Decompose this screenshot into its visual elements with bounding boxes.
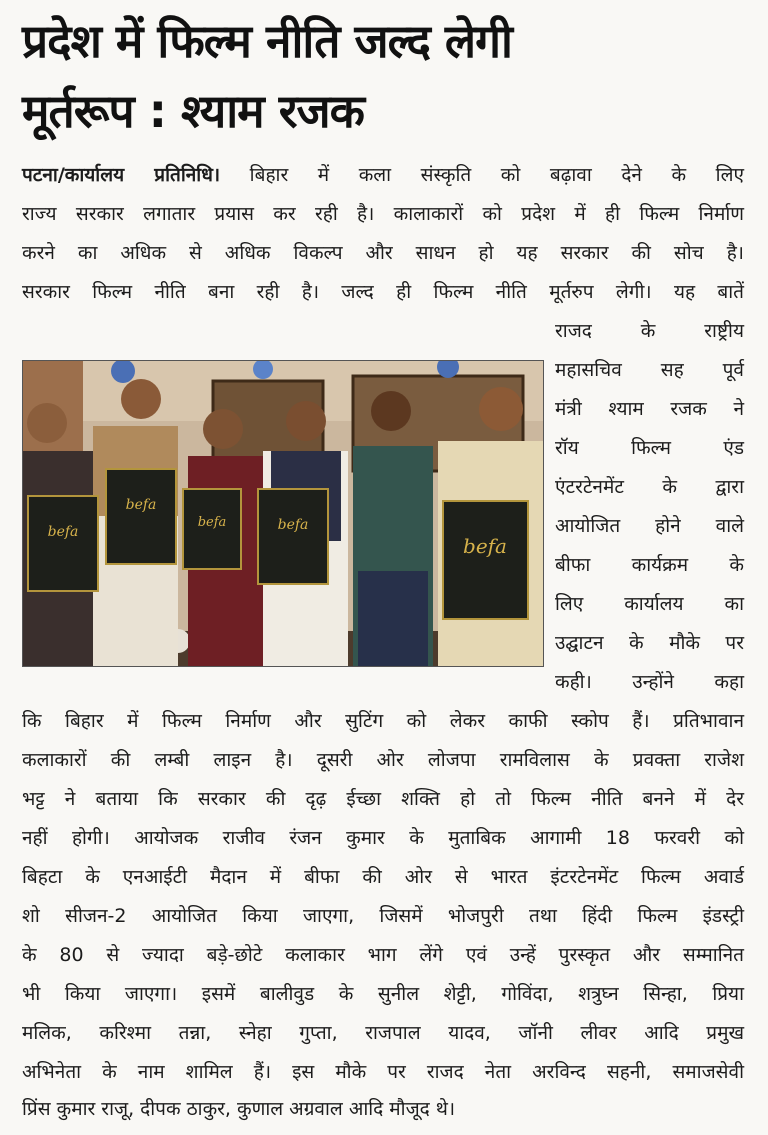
article-line: मलिक, करिश्मा तन्ना, स्नेहा गुप्ता, राजपाल यादव, जॉनी लीवर आदि प्रमुख [22, 1022, 744, 1044]
article-line: आयोजित होने वाले [555, 515, 744, 537]
svg-text:befa: befa [47, 524, 79, 540]
svg-text:befa: befa [277, 517, 309, 533]
article-line: कही। उन्होंने कहा [555, 671, 744, 693]
befa-poster [183, 489, 241, 569]
article-line: करने का अधिक से अधिक विकल्प और साधन हो यह सरकार की सोच है। [22, 242, 744, 264]
befa-poster [443, 501, 528, 619]
news-photo [22, 360, 544, 667]
befa-poster [106, 469, 176, 564]
article-line: सरकार फिल्म नीति बना रही है। जल्द ही फिल्म नीति मूर्तरुप लेगी। यह बातें [22, 281, 744, 303]
article-line: कलाकारों की लम्बी लाइन है। दूसरी ओर लोजपा रामविलास के प्रवक्ता राजेश [22, 749, 744, 771]
article-line-last: प्रिंस कुमार राजू, दीपक ठाकुर, कुणाल अग्रवाल आदि मौजूद थे। [22, 1098, 456, 1120]
article-line-0 [22, 166, 744, 185]
article-line: एंटरटेनमेंट के द्वारा [555, 476, 744, 498]
article-line: बिहटा के एनआईटी मैदान में बीफा की ओर से भारत इंटरटेनमेंट फिल्म अवार्ड [22, 866, 744, 888]
svg-text:befa: befa [197, 515, 227, 530]
article-line: नहीं होगी। आयोजक राजीव रंजन कुमार के मुताबिक आगामी 18 फरवरी को [22, 827, 744, 849]
article-line: शो सीजन-2 आयोजित किया जाएगा, जिसमें भोजपुरी तथा हिंदी फिल्म इंडस्ट्री [22, 905, 744, 927]
headline-line-1: प्रदेश में फिल्म नीति जल्द लेगी [22, 14, 512, 68]
befa-poster [258, 489, 328, 584]
photo-illustration [23, 361, 543, 666]
article-line: उद्घाटन के मौके पर [555, 632, 744, 654]
befa-poster [28, 496, 98, 591]
svg-text:befa: befa [463, 534, 507, 558]
headline-line-2: मूर्तरूप : श्याम रजक [22, 84, 364, 138]
svg-text:befa: befa [125, 497, 157, 513]
article-line: कि बिहार में फिल्म निर्माण और सुटिंग को लेकर काफी स्कोप हैं। प्रतिभावान [22, 710, 744, 732]
article-line-text: बिहार में कला संस्कृति को बढ़ावा देने के लिए [249, 164, 744, 186]
byline: पटना/कार्यालय प्रतिनिधि। [22, 164, 221, 186]
article-line: भी किया जाएगा। इसमें बालीवुड के सुनील शेट्टी, गोविंदा, शत्रुघ्न सिन्हा, प्रिया [22, 983, 744, 1005]
article-line: रॉय फिल्म एंड [555, 437, 744, 459]
article-line: अभिनेता के नाम शामिल हैं। इस मौके पर राजद नेता अरविन्द सहनी, समाजसेवी [22, 1061, 744, 1083]
article-line: मंत्री श्याम रजक ने [555, 398, 744, 420]
article-line: बीफा कार्यक्रम के [555, 554, 744, 576]
article-line: राज्य सरकार लगातार प्रयास कर रही है। कालाकारों को प्रदेश में ही फिल्म निर्माण [22, 203, 744, 225]
article-line: महासचिव सह पूर्व [555, 359, 744, 381]
article-line: लिए कार्यालय का [555, 593, 744, 615]
article-line: राजद के राष्ट्रीय [555, 320, 744, 342]
article-line: भट्ट ने बताया कि सरकार की दृढ़ ईच्छा शक्ति हो तो फिल्म नीति बनने में देर [22, 788, 744, 810]
article-line: के 80 से ज्यादा बड़े-छोटे कलाकार भाग लेंगे एवं उन्हें पुरस्कृत और सम्मानित [22, 944, 744, 966]
